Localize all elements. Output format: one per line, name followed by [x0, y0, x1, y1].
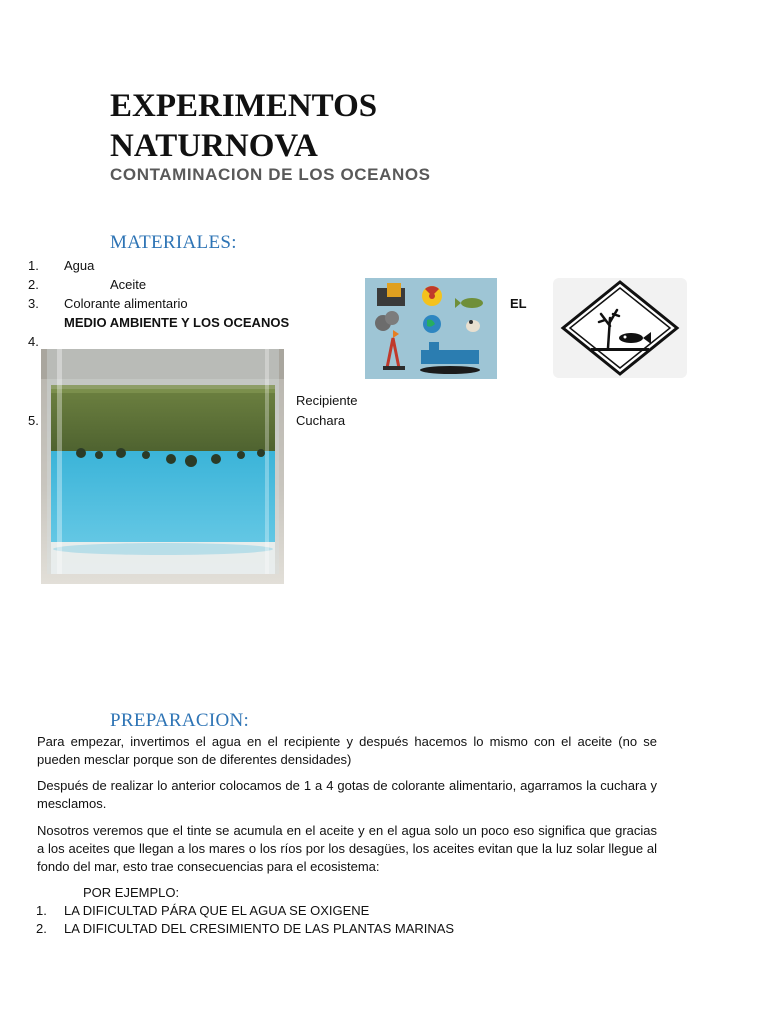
environment-caption: MEDIO AMBIENTE Y LOS OCEANOS: [64, 315, 290, 330]
material-item-oil: Aceite: [110, 277, 147, 292]
list-number: 4.: [28, 334, 39, 349]
list-number: 1.: [36, 903, 47, 918]
material-item-food-coloring: Colorante alimentario: [64, 296, 188, 311]
materials-heading: MATERIALES:: [110, 232, 237, 253]
list-number: 3.: [28, 296, 39, 311]
preparation-paragraph-1: Para empezar, invertimos el agua en el recipiente y después hacemos lo mismo con el aceite (no se pueden mesclar porque son de diferentes densidades): [37, 734, 657, 767]
material-item-spoon: Cuchara: [296, 413, 346, 428]
document-title-line-2: NATURNOVA: [110, 128, 318, 164]
material-item-water: Agua: [64, 258, 95, 273]
document-subtitle: CONTAMINACION DE LOS OCEANOS: [110, 165, 431, 184]
example-label: POR EJEMPLO:: [83, 885, 180, 900]
example-item-plants: LA DIFICULTAD DEL CRESIMIENTO DE LAS PLANTAS MARINAS: [64, 921, 455, 936]
example-item-oxygen: LA DIFICULTAD PÁRA QUE EL AGUA SE OXIGENE: [64, 903, 370, 918]
environmental-hazard-icon: [553, 278, 687, 378]
list-number: 1.: [28, 258, 39, 273]
experiment-glass-photo: [41, 349, 284, 584]
preparation-paragraph-3: Nosotros veremos que el tinte se acumula en el aceite y en el agua solo un poco eso significa que gracias a los aceites que llegan a los mares o los ríos por los desagües, los aceites evitan que la luz solar llegue al fondo del mar, esto trae consecuencias para el ecosistema:: [37, 823, 657, 874]
list-number: 5.: [28, 413, 39, 428]
list-number: 2.: [28, 277, 39, 292]
material-item-container: Recipiente: [296, 393, 358, 408]
document-title-line-1: EXPERIMENTOS: [110, 88, 378, 124]
pollution-collage-image: [365, 278, 497, 379]
preparation-paragraph-2: Después de realizar lo anterior colocamos de 1 a 4 gotas de colorante alimentario, agarramos la cuchara y mesclamos.: [37, 778, 657, 811]
list-number: 2.: [36, 921, 47, 936]
preparation-heading: PREPARACION:: [110, 710, 250, 731]
inline-prefix-text: EL: [510, 296, 527, 311]
